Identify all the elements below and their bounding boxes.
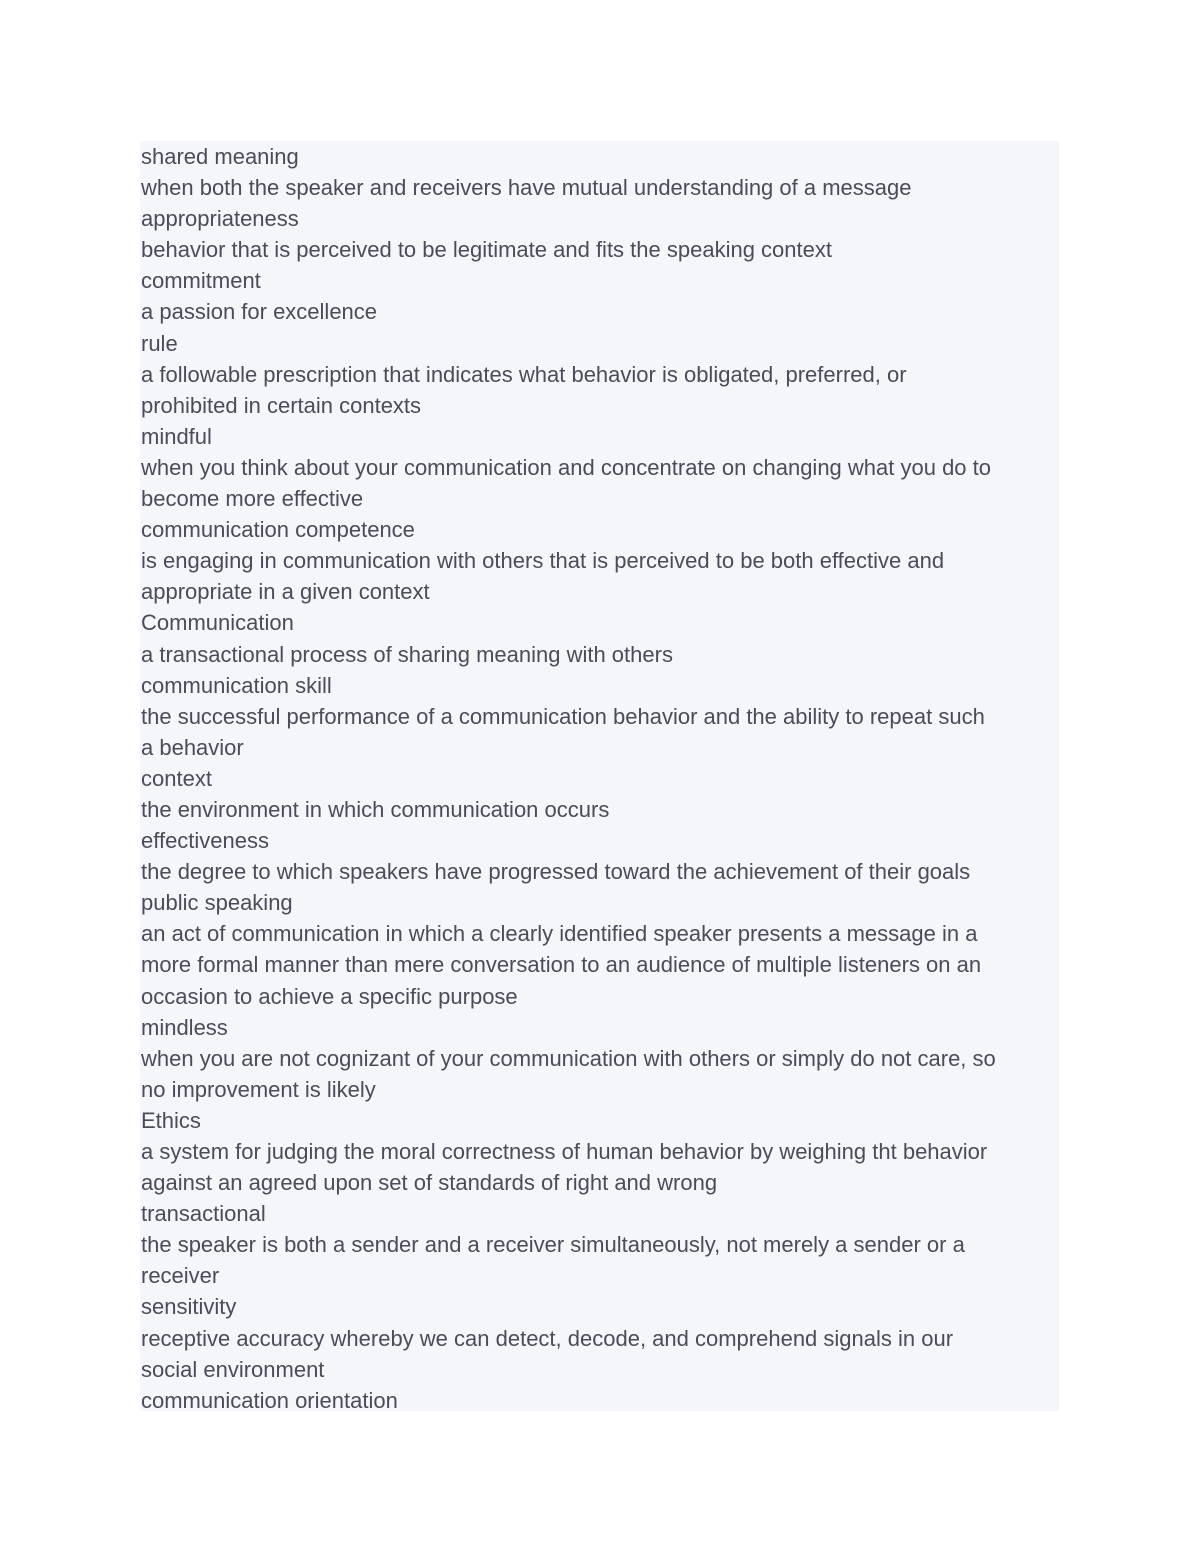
text-line: effectiveness bbox=[141, 828, 270, 854]
text-line: receiver bbox=[141, 1263, 220, 1289]
text-line: appropriate in a given context bbox=[141, 579, 430, 605]
text-line: appropriateness bbox=[141, 206, 299, 232]
text-line: is engaging in communication with others that is perceived to be both effective and bbox=[141, 548, 945, 574]
text-line: when both the speaker and receivers have mutual understanding of a message bbox=[141, 175, 912, 201]
text-line: communication competence bbox=[141, 517, 415, 543]
text-line: an act of communication in which a clearly identified speaker presents a message in a bbox=[141, 921, 978, 947]
text-line: public speaking bbox=[141, 890, 293, 916]
text-line: social environment bbox=[141, 1356, 325, 1382]
text-line: the degree to which speakers have progressed toward the achievement of their goals bbox=[141, 859, 971, 885]
text-line: shared meaning bbox=[141, 144, 299, 169]
text-line: a followable prescription that indicates what behavior is obligated, preferred, or bbox=[141, 361, 907, 387]
text-block bbox=[140, 141, 1059, 1411]
text-line: when you think about your communication and concentrate on changing what you do to bbox=[141, 454, 991, 480]
text-line: occasion to achieve a specific purpose bbox=[141, 983, 518, 1009]
text-line: more formal manner than mere conversation to an audience of multiple listeners on an bbox=[141, 952, 982, 978]
text-line: the speaker is both a sender and a receiver simultaneously, not merely a sender or a bbox=[141, 1232, 965, 1258]
text-line: mindless bbox=[141, 1014, 228, 1040]
text-line: a transactional process of sharing meaning with others bbox=[141, 641, 673, 667]
text-line: context bbox=[141, 765, 212, 791]
text-line: become more effective bbox=[141, 486, 364, 512]
text-line: mindful bbox=[141, 423, 212, 449]
text-line: commitment bbox=[141, 268, 261, 294]
text-line: a behavior bbox=[141, 734, 244, 760]
text-line: transactional bbox=[141, 1201, 266, 1227]
text-line: Ethics bbox=[141, 1107, 201, 1133]
text-line: a system for judging the moral correctness of human behavior by weighing tht behavior bbox=[141, 1139, 988, 1164]
text-lines bbox=[141, 141, 1059, 1416]
text-line: sensitivity bbox=[141, 1294, 237, 1320]
text-line: the environment in which communication occurs bbox=[141, 796, 610, 822]
text-line: a passion for excellence bbox=[141, 299, 378, 325]
text-line: when you are not cognizant of your communication with others or simply do not care, so bbox=[141, 1045, 996, 1071]
text-line: Communication bbox=[141, 610, 294, 636]
text-line: receptive accuracy whereby we can detect, decode, and comprehend signals in our bbox=[141, 1325, 954, 1351]
text-line: behavior that is perceived to be legitimate and fits the speaking context bbox=[141, 237, 832, 263]
text-line: prohibited in certain contexts bbox=[141, 392, 422, 418]
text-line: rule bbox=[141, 330, 178, 356]
text-line: no improvement is likely bbox=[141, 1076, 376, 1102]
text-line: communication skill bbox=[141, 672, 332, 698]
text-line: against an agreed upon set of standards of right and wrong bbox=[141, 1170, 718, 1196]
text-line: communication orientation bbox=[141, 1387, 398, 1413]
text-line: the successful performance of a communication behavior and the ability to repeat such bbox=[141, 703, 985, 729]
